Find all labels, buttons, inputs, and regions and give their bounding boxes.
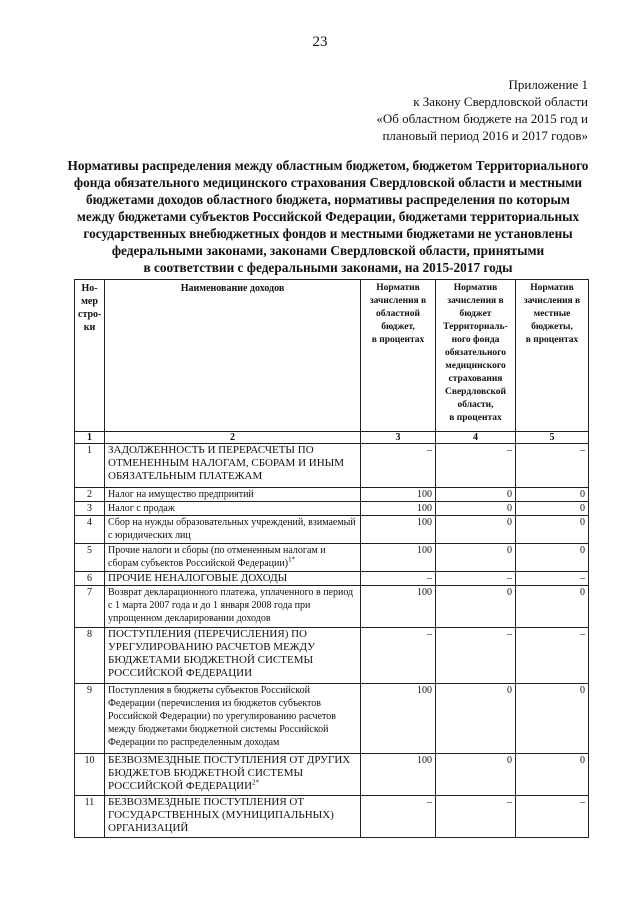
header-row-number [75,280,105,432]
row-number: 2 [75,488,105,502]
table-row [75,586,589,628]
column-number: 1 [75,432,105,444]
document-title [64,157,592,276]
row-number: 1 [75,444,105,488]
column-number: 3 [361,432,436,444]
table-row [75,684,589,754]
revenue-name-text: Налог на имущество предприятий [108,489,254,500]
local-budget-rate: 0 [516,754,589,796]
local-budget-rate: 0 [516,586,589,628]
revenue-name [105,502,361,516]
revenue-name [105,684,361,754]
local-budget-rate: – [516,628,589,684]
table-row [75,572,589,586]
header-medical-fund-rate-text: Норматив зачисления в бюджет Территориаль- ного фонда обязательного медицинского страхования Свердловской области, в процентах [443,283,508,423]
title-line: государственных внебюджетных фондов и местными бюджетами не установлены [83,226,573,241]
column-number: 2 [105,432,361,444]
regional-budget-rate: 100 [361,544,436,572]
regional-budget-rate: – [361,628,436,684]
appendix-line: Приложение 1 [508,77,588,92]
footnote-marker: 1* [288,555,296,564]
revenue-name [105,444,361,488]
revenue-name-text: БЕЗВОЗМЕЗДНЫЕ ПОСТУПЛЕНИЯ ОТ ДРУГИХ БЮДЖЕТОВ БЮДЖЕТНОЙ СИСТЕМЫ РОССИЙСКОЙ ФЕДЕРАЦИИ [108,754,351,792]
title-line: между бюджетами субъектов Российской Федерации, бюджетами территориальных [76,209,580,224]
local-budget-rate: 0 [516,544,589,572]
local-budget-rate: 0 [516,516,589,544]
row-number: 7 [75,586,105,628]
revenue-name [105,516,361,544]
revenue-name-text: ЗАДОЛЖЕННОСТЬ И ПЕРЕРАСЧЕТЫ ПО ОТМЕНЕННЫМ НАЛОГАМ, СБОРАМ И ИНЫМ ОБЯЗАТЕЛЬНЫМ ПЛАТЕЖАМ [108,444,345,482]
revenue-name [105,572,361,586]
revenue-name-text: Поступления в бюджеты субъектов Российской Федерации (перечисления из бюджетов субъектов Российской Федерации) по урегулированию расчетов между бюджетами бюджетной системы Российской Федерации по распределенным доходам [108,685,336,748]
revenue-distribution-table [74,279,589,838]
table-row [75,516,589,544]
revenue-name [105,586,361,628]
revenue-name-text: Сбор на нужды образовательных учреждений, взимаемый с юридических лиц [108,517,356,541]
page-number: 23 [312,34,328,50]
table-row [75,502,589,516]
regional-budget-rate: – [361,572,436,586]
regional-budget-rate: 100 [361,586,436,628]
table-row [75,796,589,838]
title-line: фонда обязательного медицинского страхования Свердловской области и местными [73,175,583,190]
revenue-name-text: Прочие налоги и сборы (по отмененным налогам и сборам субъектов Российской Федерации) [108,545,326,569]
table-header-row [75,280,589,432]
local-budget-rate: 0 [516,684,589,754]
header-row-number-text: Но- мер стро- ки [78,283,102,333]
row-number: 6 [75,572,105,586]
column-number: 4 [436,432,516,444]
row-number: 3 [75,502,105,516]
header-regional-budget-rate [361,280,436,432]
medical-fund-rate: 0 [436,502,516,516]
column-number-row [75,432,589,444]
medical-fund-rate: 0 [436,684,516,754]
revenue-name [105,544,361,572]
row-number: 9 [75,684,105,754]
local-budget-rate: 0 [516,488,589,502]
header-regional-budget-rate-text: Норматив зачисления в областной бюджет, в процентах [369,283,427,345]
regional-budget-rate: – [361,444,436,488]
column-number: 5 [516,432,589,444]
medical-fund-rate: 0 [436,586,516,628]
regional-budget-rate: 100 [361,502,436,516]
appendix-line: «Об областном бюджете на 2015 год и [376,111,588,126]
medical-fund-rate: 0 [436,544,516,572]
table-row [75,488,589,502]
row-number: 11 [75,796,105,838]
revenue-name [105,628,361,684]
medical-fund-rate: 0 [436,516,516,544]
revenue-name [105,488,361,502]
medical-fund-rate: 0 [436,754,516,796]
revenue-name [105,796,361,838]
table-row [75,444,589,488]
revenue-name-text: Налог с продаж [108,503,175,514]
regional-budget-rate: 100 [361,488,436,502]
header-medical-fund-rate [436,280,516,432]
revenue-name-text: БЕЗВОЗМЕЗДНЫЕ ПОСТУПЛЕНИЯ ОТ ГОСУДАРСТВЕННЫХ (МУНИЦИПАЛЬНЫХ) ОРГАНИЗАЦИЙ [108,796,334,834]
regional-budget-rate: – [361,796,436,838]
revenue-name-text: ПРОЧИЕ НЕНАЛОГОВЫЕ ДОХОДЫ [108,572,288,584]
medical-fund-rate: – [436,444,516,488]
header-local-budget-rate [516,280,589,432]
revenue-name [105,754,361,796]
title-line: Нормативы распределения между областным бюджетом, бюджетом Территориального [67,158,589,173]
local-budget-rate: – [516,444,589,488]
table-row [75,544,589,572]
revenue-name-text: Возврат декларационного платежа, уплаченного в период с 1 марта 2007 года и до 1 января 2008 года при упрощенном декларировании доходов [108,587,354,624]
appendix-reference [376,76,588,144]
regional-budget-rate: 100 [361,684,436,754]
header-revenue-name-text: Наименование доходов [180,283,285,294]
title-line: в соответствии с федеральными законами, на 2015-2017 годы [143,260,513,275]
appendix-line: плановый период 2016 и 2017 годов» [382,128,588,143]
table-row [75,754,589,796]
medical-fund-rate: 0 [436,488,516,502]
table-row [75,628,589,684]
local-budget-rate: – [516,572,589,586]
medical-fund-rate: – [436,796,516,838]
local-budget-rate: – [516,796,589,838]
appendix-line: к Закону Свердловской области [413,94,588,109]
row-number: 8 [75,628,105,684]
revenue-name-text: ПОСТУПЛЕНИЯ (ПЕРЕЧИСЛЕНИЯ) ПО УРЕГУЛИРОВАНИЮ РАСЧЕТОВ МЕЖДУ БЮДЖЕТАМИ БЮДЖЕТНОЙ СИСТЕМЫ РОССИЙСКОЙ ФЕДЕРАЦИИ [108,628,316,679]
title-line: федеральными законами, законами Свердловской области, принятыми [111,243,545,258]
row-number: 4 [75,516,105,544]
regional-budget-rate: 100 [361,754,436,796]
table-body [75,444,589,838]
footnote-marker: 2* [252,778,260,787]
regional-budget-rate: 100 [361,516,436,544]
medical-fund-rate: – [436,572,516,586]
row-number: 5 [75,544,105,572]
header-local-budget-rate-text: Норматив зачисления в местные бюджеты, в процентах [523,283,581,345]
medical-fund-rate: – [436,628,516,684]
row-number: 10 [75,754,105,796]
title-line: бюджетами доходов областного бюджета, нормативы распределения по которым [85,192,570,207]
local-budget-rate: 0 [516,502,589,516]
header-revenue-name [105,280,361,432]
